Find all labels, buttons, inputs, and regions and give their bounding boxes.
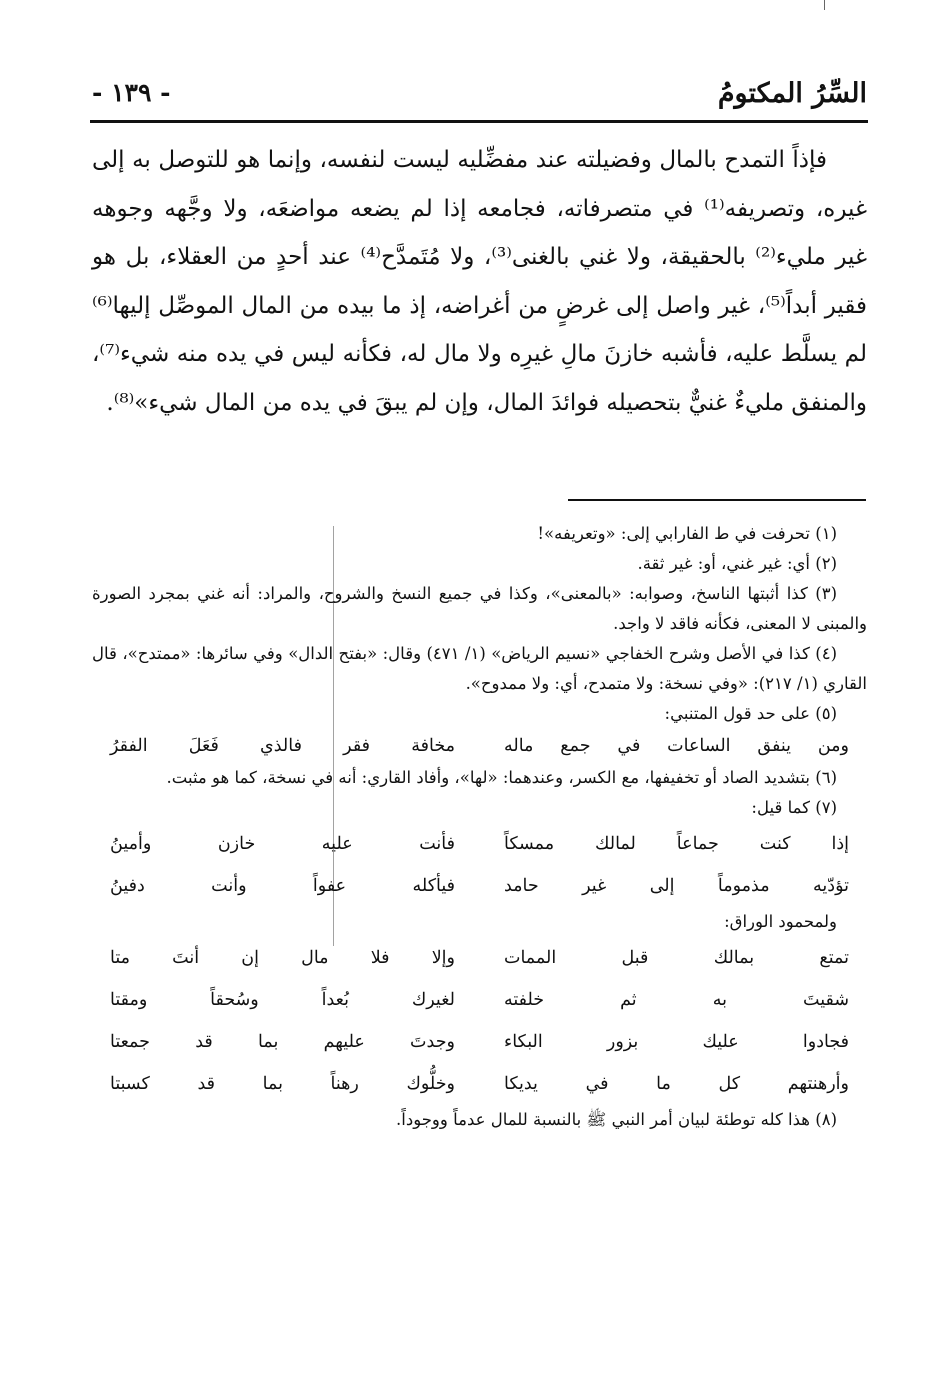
verse-first-hemistich: شقيتَ به ثم خلفته: [504, 990, 849, 1010]
verse-second-hemistich: فيأكله عفواً وأنت دفينُ: [110, 876, 455, 896]
running-title: السِّرُ المكتومُ: [717, 78, 867, 109]
footnote-1: (١) تحرفت في ط الفارابي إلى: «وتعريفه»!: [537, 524, 837, 543]
poem-verse: [92, 937, 867, 979]
footnote-7-intro: (٧) كما قيل:: [751, 798, 837, 817]
footnote-5-intro: (٥) على حد قول المتنبي:: [664, 704, 837, 723]
verse-second-hemistich: وإلا فلا مال إن أنتَ متا: [110, 948, 455, 968]
poem-verse: [92, 979, 867, 1021]
verse-first-hemistich: تؤدّيه مذموماً إلى غير حامد: [504, 876, 849, 896]
footnote-2: (٢) أي: غير غني، أو: غير ثقة.: [637, 554, 837, 573]
verse-first-hemistich: فجادوا عليك بزور البكاء: [504, 1032, 849, 1052]
poem-verse: [92, 1021, 867, 1063]
main-paragraph: فإذاً التمدح بالمال وفضيلته عند مفضِّليه ليست لنفسه، وإنما هو للتوصل به إلى غيره، وتصريفه⁽¹⁾ في متصرفاته، فجامعه إذا لم يضعه مواضعَه، ولا وجَّهه وجوهه غير مليء⁽²⁾ بالحقيقة، ولا غني بالغنى⁽³⁾، ولا مُتَمدَّح⁽⁴⁾ عند أحدٍ من العقلاء، بل هو فقير أبداً⁽⁵⁾، غير واصل إلى غرضٍ من أغراضه، إذ ما بيده من المال الموصِّل إليها⁽⁶⁾ لم يسلَّط عليه، فأشبه خازنَ مالِ غيرِه ولا مال له، فكأنه ليس في يده منه شيء⁽⁷⁾، والمنفق مليءٌ غنيٌّ بتحصيله فوائدَ المال، وإن لم يبقَ في يده من المال شيء»⁽⁸⁾.: [92, 147, 867, 416]
page-header: [92, 78, 867, 118]
poem-verse: [92, 729, 867, 763]
poem-verse: [92, 823, 867, 865]
poem-verse: [92, 1063, 867, 1105]
second-poem-intro: ولمحمود الوراق:: [724, 912, 837, 931]
verse-second-hemistich: مخافة فقر فالذي فَعَلَ الفقرُ: [110, 736, 455, 756]
page-number: - ١٣٩ -: [92, 78, 171, 107]
footnote-separator: [568, 499, 866, 501]
footnote-4: (٤) كذا في الأصل وشرح الخفاجي «نسيم الرياض» (١/ ٤٧١) وقال: «بفتح الدال» وفي سائرها: «ممتدح»، قال القاري (١/ ٢١٧): «وفي نسخة: ولا متمدح، أي: ولا ممدوح».: [92, 644, 867, 693]
verse-first-hemistich: إذا كنت جماعاً لمالك ممسكاً: [504, 834, 849, 854]
verse-second-hemistich: فأنت عليه خازن وأمينُ: [110, 834, 455, 854]
scan-tick-mark: [824, 0, 825, 10]
verse-second-hemistich: وخلُّوك رهناً بما قد كسبتا: [110, 1074, 455, 1094]
footnote-3: (٣) كذا أثبتها الناسخ، وصوابه: «بالمعنى»، وكذا في جميع النسخ والشروح، والمراد: أنه غني بمجرد الصورة والمبنى لا المعنى، فكأنه فاقد لا واجد.: [92, 584, 867, 633]
header-rule: [90, 120, 868, 123]
verse-second-hemistich: لغيرك بُعداً وسُحقاً ومقتا: [110, 990, 455, 1010]
poem-verse: [92, 865, 867, 907]
footnote-6: (٦) بتشديد الصاد أو تخفيفها، مع الكسر، وعندهما: «لها»، وأفاد القاري: أنه في نسخة، كما هو مثبت.: [166, 768, 837, 787]
footnotes: [92, 519, 867, 1135]
verse-first-hemistich: وأرهنتهم كل ما في يديكا: [504, 1074, 849, 1094]
main-text: [92, 136, 867, 428]
verse-first-hemistich: ومن ينفق الساعات في جمع ماله: [504, 736, 849, 756]
verse-second-hemistich: وجدتَ عليهم بما قد جمعتا: [110, 1032, 455, 1052]
verse-first-hemistich: تمتع بمالك قبل الممات: [504, 948, 849, 968]
footnote-8: (٨) هذا كله توطئة لبيان أمر النبي ﷺ بالنسبة للمال عدماً ووجوداً.: [396, 1110, 837, 1129]
